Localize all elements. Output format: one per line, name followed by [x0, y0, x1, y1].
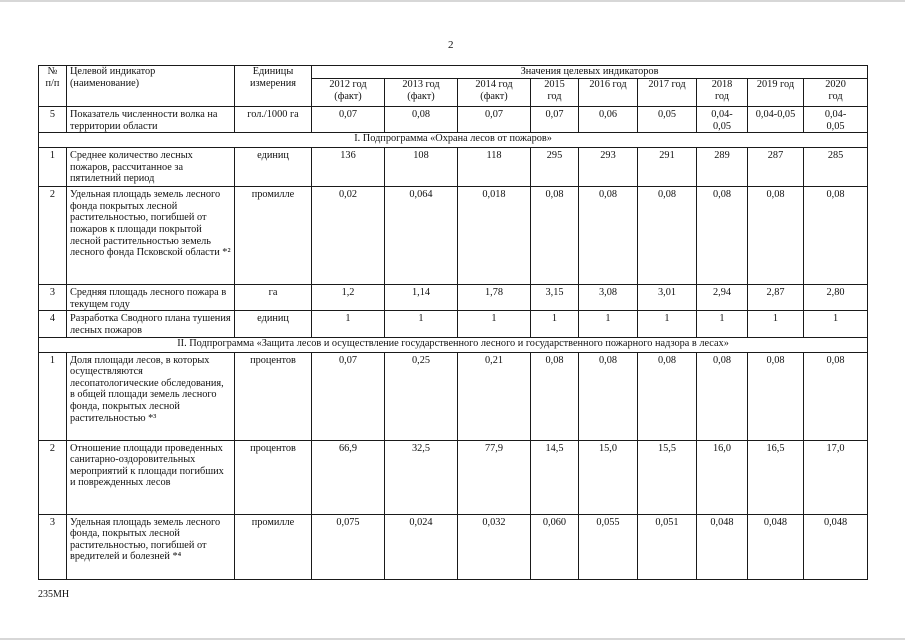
value-cell: 0,04- 0,05 [804, 107, 868, 133]
table-row [39, 187, 868, 285]
row-number: 3 [39, 285, 67, 311]
value-cell: 0,08 [748, 352, 804, 440]
value-cell: 1 [312, 311, 385, 337]
value-cell: 15,5 [638, 440, 697, 514]
header-year: 2014 год (факт) [458, 79, 531, 107]
table-row [39, 514, 868, 579]
value-cell: 293 [579, 148, 638, 187]
section-row [39, 337, 868, 352]
unit-cell: процентов [235, 440, 312, 514]
value-cell: 0,04- 0,05 [697, 107, 748, 133]
row-number: 3 [39, 514, 67, 579]
value-cell: 0,05 [638, 107, 697, 133]
value-cell: 136 [312, 148, 385, 187]
value-cell: 1 [385, 311, 458, 337]
value-cell: 108 [385, 148, 458, 187]
unit-cell: единиц [235, 148, 312, 187]
row-number: 1 [39, 352, 67, 440]
value-cell: 0,024 [385, 514, 458, 579]
indicator-name: Среднее количество лесных пожаров, рассчитанное за пятилетний период [67, 148, 235, 187]
header-year: 2012 год (факт) [312, 79, 385, 107]
value-cell: 118 [458, 148, 531, 187]
value-cell: 285 [804, 148, 868, 187]
value-cell: 2,80 [804, 285, 868, 311]
indicator-name: Показатель численности волка на территории области [67, 107, 235, 133]
value-cell: 1 [748, 311, 804, 337]
value-cell: 0,08 [531, 187, 579, 285]
value-cell: 0,08 [579, 187, 638, 285]
value-cell: 0,02 [312, 187, 385, 285]
value-cell: 16,5 [748, 440, 804, 514]
value-cell: 16,0 [697, 440, 748, 514]
header-year: 2017 год [638, 79, 697, 107]
row-number: 4 [39, 311, 67, 337]
value-cell: 0,055 [579, 514, 638, 579]
value-cell: 1 [458, 311, 531, 337]
value-cell: 0,075 [312, 514, 385, 579]
value-cell: 32,5 [385, 440, 458, 514]
value-cell: 15,0 [579, 440, 638, 514]
value-cell: 1 [531, 311, 579, 337]
value-cell: 0,051 [638, 514, 697, 579]
table-row [39, 107, 868, 133]
header-units: Единицы измерения [235, 66, 312, 107]
indicator-name: Средняя площадь лесного пожара в текущем году [67, 285, 235, 311]
value-cell: 0,048 [748, 514, 804, 579]
value-cell: 0,07 [312, 107, 385, 133]
value-cell: 1,2 [312, 285, 385, 311]
value-cell: 1 [579, 311, 638, 337]
unit-cell: процентов [235, 352, 312, 440]
value-cell: 0,048 [697, 514, 748, 579]
value-cell: 0,08 [697, 352, 748, 440]
value-cell: 1 [638, 311, 697, 337]
unit-cell: гол./1000 га [235, 107, 312, 133]
value-cell: 1,78 [458, 285, 531, 311]
value-cell: 291 [638, 148, 697, 187]
value-cell: 0,07 [531, 107, 579, 133]
value-cell: 0,060 [531, 514, 579, 579]
value-cell: 295 [531, 148, 579, 187]
header-no: № п/п [39, 66, 67, 107]
unit-cell: единиц [235, 311, 312, 337]
row-number: 5 [39, 107, 67, 133]
value-cell: 1 [804, 311, 868, 337]
target-indicators-table [38, 65, 868, 580]
value-cell: 3,01 [638, 285, 697, 311]
value-cell: 3,15 [531, 285, 579, 311]
page-number: 2 [448, 39, 454, 51]
value-cell: 1,14 [385, 285, 458, 311]
section-row [39, 133, 868, 148]
value-cell: 0,08 [804, 187, 868, 285]
indicator-name: Удельная площадь земель лесного фонда, покрытых лесной растительностью, погибшей от вредителей и болезней *⁴ [67, 514, 235, 579]
value-cell: 0,06 [579, 107, 638, 133]
value-cell: 2,87 [748, 285, 804, 311]
value-cell: 0,07 [458, 107, 531, 133]
header-year: 2020 год [804, 79, 868, 107]
header-year: 2015 год [531, 79, 579, 107]
value-cell: 0,064 [385, 187, 458, 285]
row-number: 2 [39, 187, 67, 285]
value-cell: 0,08 [638, 187, 697, 285]
indicator-name: Доля площади лесов, в которых осуществляются лесопатологические обследования, в общей площади земель лесного фонда, покрытых лесной растительностью *³ [67, 352, 235, 440]
value-cell: 0,08 [697, 187, 748, 285]
value-cell: 0,25 [385, 352, 458, 440]
document-code: 235МН [38, 589, 70, 600]
value-cell: 1 [697, 311, 748, 337]
value-cell: 0,032 [458, 514, 531, 579]
value-cell: 0,08 [531, 352, 579, 440]
unit-cell: промилле [235, 514, 312, 579]
header-row-top [39, 66, 868, 79]
table-row [39, 440, 868, 514]
value-cell: 0,08 [804, 352, 868, 440]
table-row [39, 352, 868, 440]
value-cell: 287 [748, 148, 804, 187]
scan-top-edge [0, 0, 905, 2]
indicator-name: Отношение площади проведенных санитарно-оздоровительных мероприятий к площади погибших и поврежденных лесов [67, 440, 235, 514]
header-year: 2016 год [579, 79, 638, 107]
indicator-name: Удельная площадь земель лесного фонда покрытых лесной растительностью, погибшей от пожаров к площади покрытой лесной растительностью земель лесного фонда Псковской области *² [67, 187, 235, 285]
unit-cell: га [235, 285, 312, 311]
indicator-name: Разработка Сводного плана тушения лесных пожаров [67, 311, 235, 337]
value-cell: 66,9 [312, 440, 385, 514]
value-cell: 17,0 [804, 440, 868, 514]
section-title: I. Подпрограмма «Охрана лесов от пожаров» [39, 133, 868, 148]
value-cell: 14,5 [531, 440, 579, 514]
value-cell: 289 [697, 148, 748, 187]
value-cell: 77,9 [458, 440, 531, 514]
header-year: 2018 год [697, 79, 748, 107]
value-cell: 0,018 [458, 187, 531, 285]
value-cell: 0,08 [579, 352, 638, 440]
row-number: 1 [39, 148, 67, 187]
value-cell: 0,21 [458, 352, 531, 440]
unit-cell: промилле [235, 187, 312, 285]
value-cell: 3,08 [579, 285, 638, 311]
value-cell: 0,04-0,05 [748, 107, 804, 133]
value-cell: 0,08 [385, 107, 458, 133]
header-year: 2019 год [748, 79, 804, 107]
value-cell: 0,08 [638, 352, 697, 440]
row-number: 2 [39, 440, 67, 514]
header-values-title: Значения целевых индикаторов [312, 66, 868, 79]
section-title: II. Подпрограмма «Защита лесов и осуществление государственного лесного и государственного пожарного надзора в лесах» [39, 337, 868, 352]
table-row [39, 148, 868, 187]
table-row [39, 311, 868, 337]
value-cell: 0,08 [748, 187, 804, 285]
value-cell: 2,94 [697, 285, 748, 311]
table-row [39, 285, 868, 311]
header-year: 2013 год (факт) [385, 79, 458, 107]
header-indicator: Целевой индикатор (наименование) [67, 66, 235, 107]
value-cell: 0,07 [312, 352, 385, 440]
value-cell: 0,048 [804, 514, 868, 579]
